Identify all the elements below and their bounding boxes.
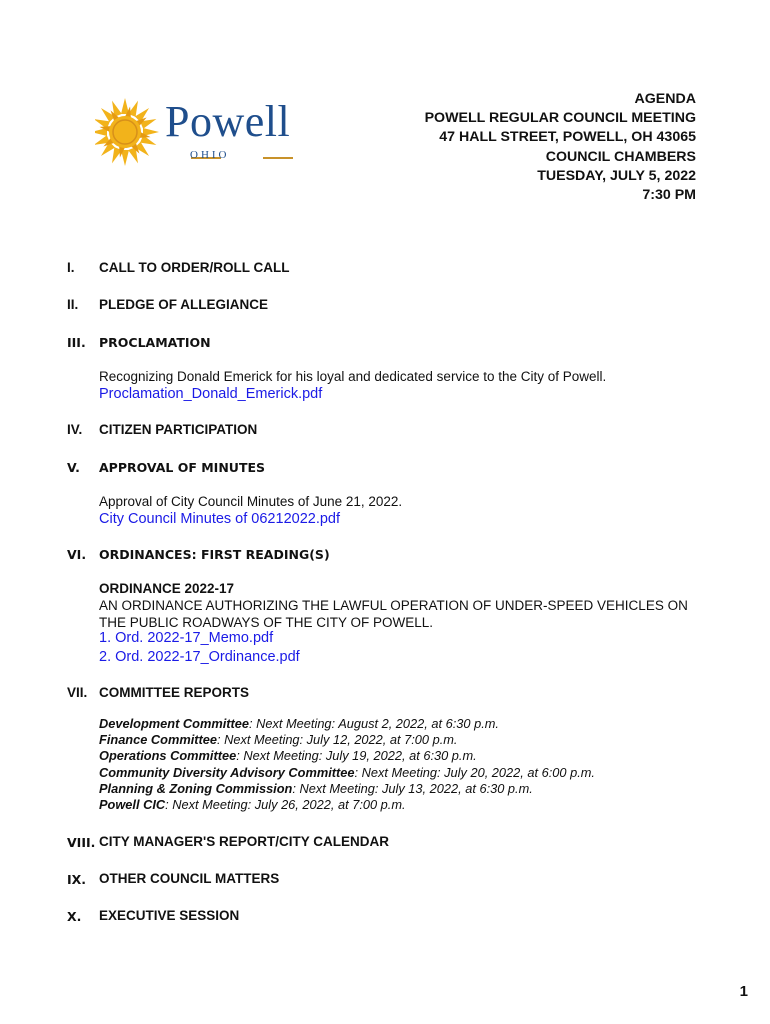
item-description: Approval of City Council Minutes of June 21, 2022. bbox=[99, 494, 403, 509]
item-number: X. bbox=[67, 909, 82, 924]
item-number: III. bbox=[67, 335, 86, 350]
ordinance-memo-link[interactable]: 1. Ord. 2022-17_Memo.pdf bbox=[99, 630, 274, 646]
header-line: POWELL REGULAR COUNCIL MEETING bbox=[424, 110, 696, 127]
committee-row bbox=[99, 765, 595, 781]
committee-next-meeting: : Next Meeting: July 19, 2022, at 6:30 p.m. bbox=[236, 748, 477, 764]
committee-name: Finance Committee bbox=[99, 732, 218, 748]
sun-icon bbox=[95, 96, 165, 166]
committee-next-meeting: : Next Meeting: July 12, 2022, at 7:00 p.m. bbox=[217, 732, 458, 748]
item-heading: APPROVAL OF MINUTES bbox=[99, 460, 266, 475]
item-heading: PROCLAMATION bbox=[99, 335, 211, 350]
item-number: VI. bbox=[67, 547, 87, 562]
item-heading: OTHER COUNCIL MATTERS bbox=[99, 871, 280, 886]
powell-logo bbox=[95, 96, 330, 166]
committee-row bbox=[99, 748, 595, 764]
item-description: Recognizing Donald Emerick for his loyal and dedicated service to the City of Powell. bbox=[99, 369, 607, 384]
item-number: IV. bbox=[67, 422, 83, 437]
committee-next-meeting: : Next Meeting: July 20, 2022, at 6:00 p.m. bbox=[354, 764, 595, 780]
header-line: 47 HALL STREET, POWELL, OH 43065 bbox=[439, 129, 696, 146]
committee-row bbox=[99, 732, 595, 748]
ordinance-number: ORDINANCE 2022-17 bbox=[99, 581, 235, 596]
minutes-link[interactable]: City Council Minutes of 06212022.pdf bbox=[99, 511, 341, 527]
item-number: VII. bbox=[67, 685, 88, 700]
ordinance-document-link[interactable]: 2. Ord. 2022-17_Ordinance.pdf bbox=[99, 649, 300, 665]
item-heading: CITY MANAGER'S REPORT/CITY CALENDAR bbox=[99, 834, 389, 849]
ordinance-description: AN ORDINANCE AUTHORIZING THE LAWFUL OPERATION OF UNDER-SPEED VEHICLES ON bbox=[99, 598, 688, 613]
committee-row bbox=[99, 716, 595, 732]
committee-name: Operations Committee bbox=[99, 748, 237, 764]
header-line: AGENDA bbox=[634, 91, 696, 107]
committee-row bbox=[99, 797, 595, 813]
item-number: V. bbox=[67, 460, 80, 475]
committee-name: Planning & Zoning Commission bbox=[99, 780, 293, 796]
committee-list bbox=[99, 716, 595, 813]
header-line: 7:30 PM bbox=[642, 187, 696, 204]
item-heading: PLEDGE OF ALLEGIANCE bbox=[99, 297, 269, 312]
item-number: II. bbox=[67, 297, 79, 312]
proclamation-link[interactable]: Proclamation_Donald_Emerick.pdf bbox=[99, 386, 323, 402]
committee-next-meeting: : Next Meeting: July 26, 2022, at 7:00 p.m. bbox=[165, 797, 406, 813]
header-line: TUESDAY, JULY 5, 2022 bbox=[537, 167, 696, 184]
logo-subtitle: OHIO bbox=[190, 149, 230, 161]
item-heading: CALL TO ORDER/ROLL CALL bbox=[99, 260, 290, 275]
item-heading: ORDINANCES: FIRST READING(S) bbox=[99, 547, 330, 562]
committee-name: Development Committee bbox=[99, 716, 250, 731]
committee-next-meeting: : Next Meeting: August 2, 2022, at 6:30 p.m. bbox=[249, 716, 499, 731]
item-number: I. bbox=[67, 260, 75, 275]
item-heading: COMMITTEE REPORTS bbox=[99, 685, 250, 700]
agenda-header bbox=[425, 90, 696, 205]
committee-name: Community Diversity Advisory Committee bbox=[99, 764, 355, 780]
header-line: COUNCIL CHAMBERS bbox=[545, 148, 696, 165]
item-number: IX. bbox=[67, 872, 87, 887]
item-heading: CITIZEN PARTICIPATION bbox=[99, 422, 258, 437]
committee-row bbox=[99, 781, 595, 797]
committee-name: Powell CIC bbox=[99, 797, 166, 813]
committee-next-meeting: : Next Meeting: July 13, 2022, at 6:30 p.m. bbox=[292, 780, 533, 796]
item-heading: EXECUTIVE SESSION bbox=[99, 908, 240, 923]
item-number: VIII. bbox=[67, 835, 96, 850]
ordinance-description: THE PUBLIC ROADWAYS OF THE CITY OF POWELL. bbox=[99, 615, 434, 630]
logo-rule-right bbox=[263, 157, 293, 159]
page-number: 1 bbox=[739, 983, 748, 1000]
logo-wordmark: Powell bbox=[165, 97, 291, 146]
